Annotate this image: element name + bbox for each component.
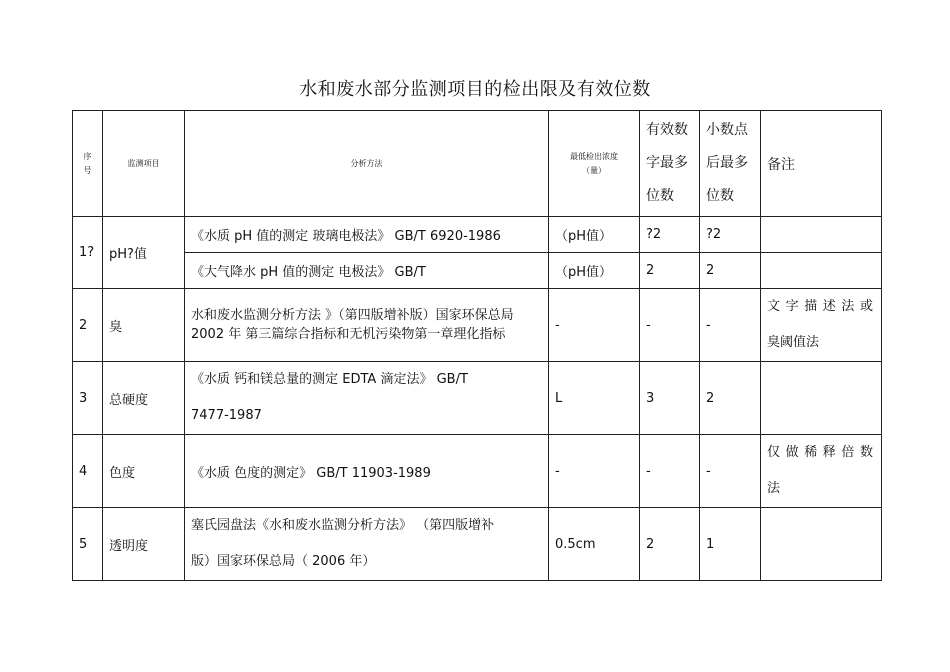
row-note: [761, 508, 882, 581]
row-seq: 2: [73, 289, 103, 362]
row-note-line: 文字描述法或: [767, 299, 875, 314]
table-row: [73, 435, 882, 508]
row-decimals: ?2: [700, 217, 761, 253]
row-sig-digits: 2: [640, 508, 700, 581]
header-method: 分析方法: [185, 111, 549, 217]
row-item: 透明度: [103, 508, 185, 581]
detection-limit-table: [72, 110, 882, 581]
row-note-line: 法: [767, 481, 781, 496]
row-decimals: 1: [700, 508, 761, 581]
row-sig-digits: -: [640, 435, 700, 508]
row-note-line: 仅做稀释倍数: [767, 445, 875, 460]
table-row: [73, 508, 882, 581]
header-min-conc: 最低检出浓度（量）: [549, 111, 640, 217]
row-sig-digits: 3: [640, 362, 700, 435]
row-item: 总硬度: [103, 362, 185, 435]
row-method: 《水质 色度的测定》 GB/T 11903-1989: [185, 435, 549, 508]
row-note: [761, 289, 882, 362]
row-item: pH?值: [103, 217, 185, 289]
row-min-conc: 0.5cm: [549, 508, 640, 581]
table-row: [73, 289, 882, 362]
row-sig-digits: 2: [640, 253, 700, 289]
row-note: [761, 217, 882, 253]
row-min-conc: （pH值）: [549, 253, 640, 289]
row-item: 色度: [103, 435, 185, 508]
table-row: [73, 362, 882, 435]
page-title: 水和废水部分监测项目的检出限及有效位数: [299, 79, 651, 100]
row-seq: 3: [73, 362, 103, 435]
row-method: 《水质 pH 值的测定 玻璃电极法》 GB/T 6920-1986: [185, 217, 549, 253]
table-header-row: [73, 111, 882, 217]
row-decimals: 2: [700, 253, 761, 289]
row-decimals: 2: [700, 362, 761, 435]
header-item: 监测项目: [103, 111, 185, 217]
row-method: [185, 362, 549, 435]
header-sig-digits: 有效数字最多位数: [640, 111, 700, 217]
row-note: [761, 362, 882, 435]
row-min-conc: -: [549, 289, 640, 362]
row-seq: 1?: [73, 217, 103, 289]
row-method: [185, 508, 549, 581]
row-seq: 4: [73, 435, 103, 508]
row-note-line: 臭阈值法: [767, 335, 820, 350]
header-note: 备注: [761, 111, 882, 217]
header-decimals: 小数点后最多位数: [700, 111, 761, 217]
row-method-line: 7477-1987: [191, 408, 262, 423]
row-method-line: 版）国家环保总局（ 2006 年）: [191, 554, 376, 569]
table-row: [73, 253, 882, 289]
row-sig-digits: ?2: [640, 217, 700, 253]
row-decimals: -: [700, 435, 761, 508]
table-row: [73, 217, 882, 253]
row-method: 水和废水监测分析方法 》（第四版增补版）国家环保总局 2002 年 第三篇综合指标和无机污染物第一章理化指标: [185, 289, 549, 362]
row-method: 《大气降水 pH 值的测定 电极法》 GB/T: [185, 253, 549, 289]
row-min-conc: -: [549, 435, 640, 508]
row-min-conc: L: [549, 362, 640, 435]
row-min-conc: （pH值）: [549, 217, 640, 253]
row-item: 臭: [103, 289, 185, 362]
row-note: [761, 253, 882, 289]
row-note: [761, 435, 882, 508]
row-decimals: -: [700, 289, 761, 362]
row-method-line: 塞氏园盘法《水和废水监测分析方法》 （第四版增补: [191, 518, 495, 533]
row-method-line: 《水质 钙和镁总量的测定 EDTA 滴定法》 GB/T: [191, 372, 468, 387]
header-seq: 序号: [73, 111, 103, 217]
row-seq: 5: [73, 508, 103, 581]
row-sig-digits: -: [640, 289, 700, 362]
